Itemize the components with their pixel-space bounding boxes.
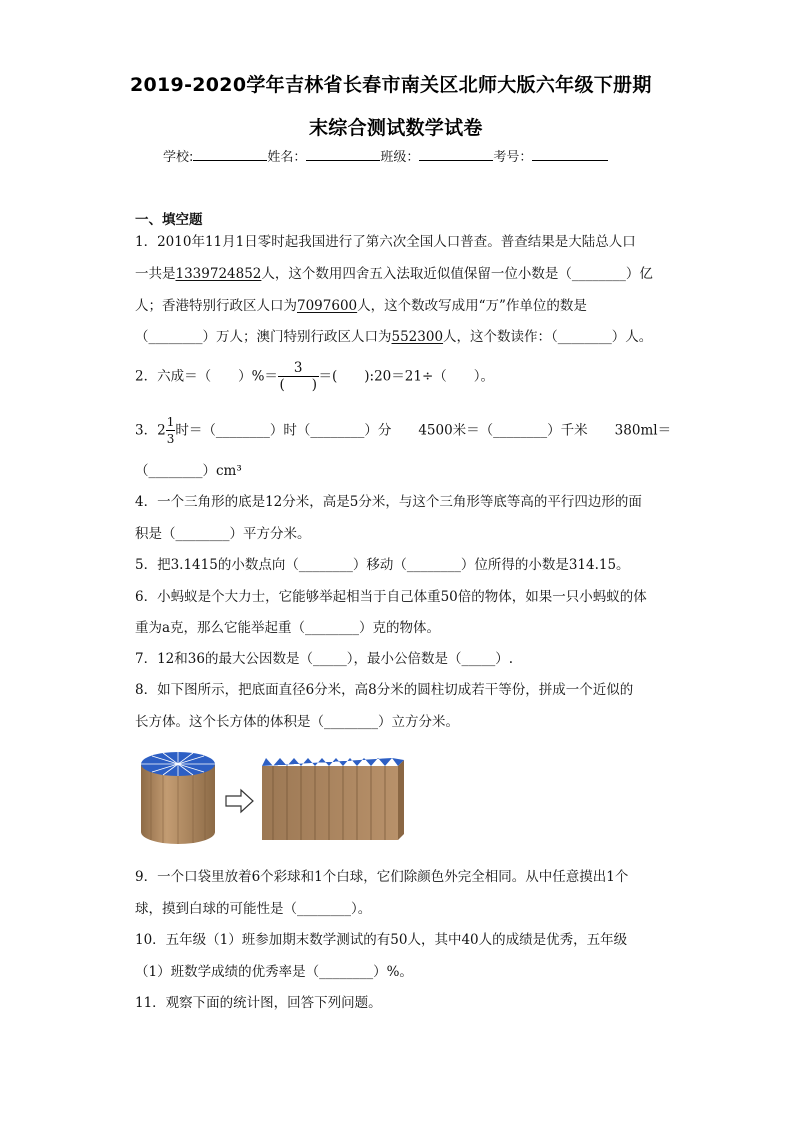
exam-title-line1: 2019-2020学年吉林省长春市南关区北师大版六年级下册期 [130,74,652,96]
question-6-line1: 6．小蚂蚁是个大力士，它能够举起相当于自己体重50倍的物体，如果一只小蚂蚁的体 [135,589,647,605]
class-label: 班级： [380,150,420,165]
q1-text: 人；香港特别行政区人口为 [135,298,297,314]
question-1-line2 [135,265,653,283]
q3-text: 时＝（________）时（________）分 4500米＝（________）千米 380ml＝ [175,422,672,439]
question-9-line1: 9．一个口袋里放着6个彩球和1个白球，它们除颜色外完全相同。从中任意摸出1个 [135,869,629,885]
right-arrow-icon [226,790,253,812]
q2-text: 2．六成＝（ ）%＝ [135,368,278,385]
fraction-numerator: 1 [166,415,175,429]
question-8-line2: 长方体。这个长方体的体积是（________）立方分米。 [135,714,459,730]
student-info-row [163,146,608,165]
question-3-line1 [135,414,671,447]
q2-text: ＝( ):20＝21÷（ ）。 [318,368,495,385]
q1-text: 人，这个数用四舍五入法取近似值保留一位小数是（________）亿 [261,266,653,282]
school-label: 学校: [163,150,194,165]
exam-number-field[interactable] [532,146,608,161]
question-10-line1: 10．五年级（1）班参加期末数学测试的有50人，其中40人的成绩是优秀，五年级 [135,932,628,948]
question-5: 5．把3.1415的小数点向（________）移动（________）位所得的小数是314.15。 [135,557,630,573]
question-2 [135,360,494,393]
cuboid-shape [262,758,404,840]
question-1-line3 [135,297,587,315]
question-7: 7．12和36的最大公因数是（_____），最小公倍数是（_____）. [135,651,513,667]
name-field[interactable] [306,146,380,161]
question-3-line2: （________）cm³ [135,463,242,479]
q1-macau-value: 552300 [391,329,444,345]
fraction-numerator: 3 [278,360,319,377]
q1-text: 人，这个数改写成用“万”作单位的数是 [357,298,587,314]
q1-hongkong-value: 7097600 [297,298,358,314]
question-4-line1: 4．一个三角形的底是12分米，高是5分米，与这个三角形等底等高的平行四边形的面 [135,494,642,510]
question-1-line4 [135,328,652,346]
question-6-line2: 重为a克，那么它能举起重（________）克的物体。 [135,620,441,636]
q1-text: （________）万人；澳门特别行政区人口为 [135,329,392,345]
question-8-line1: 8．如下图所示，把底面直径6分米，高8分米的圆柱切成若干等份，拼成一个近似的 [135,682,634,698]
question-10-line2: （1）班数学成绩的优秀率是（________）%。 [135,964,413,980]
q1-text: 一共是 [135,266,176,282]
fraction-denominator: ( ) [279,377,317,393]
q2-fraction [278,360,319,393]
class-field[interactable] [419,146,493,161]
exam-title-line2: 末综合测试数学试卷 [309,117,483,139]
question-1-line1: 1．2010年11月1日零时起我国进行了第六次全国人口普查。普查结果是大陆总人口 [135,234,636,250]
cylinder-shape [141,752,215,844]
q1-population-value: 1339724852 [175,266,262,282]
q3-text: 3．2 [135,422,166,439]
question-4-line2: 积是（________）平方分米。 [135,526,311,542]
question-11: 11．观察下面的统计图，回答下列问题。 [135,995,382,1011]
question-9-line2: 球，摸到白球的可能性是（________）。 [135,901,372,917]
name-label: 姓名： [267,150,307,165]
school-field[interactable] [193,146,267,161]
section-heading: 一、填空题 [135,212,203,228]
fraction-denominator: 3 [166,432,175,446]
q3-fraction [166,414,176,447]
exam-number-label: 考号： [493,150,533,165]
cylinder-to-cuboid-figure [133,750,543,850]
q1-text: 人，这个数读作：（________）人。 [443,329,653,345]
